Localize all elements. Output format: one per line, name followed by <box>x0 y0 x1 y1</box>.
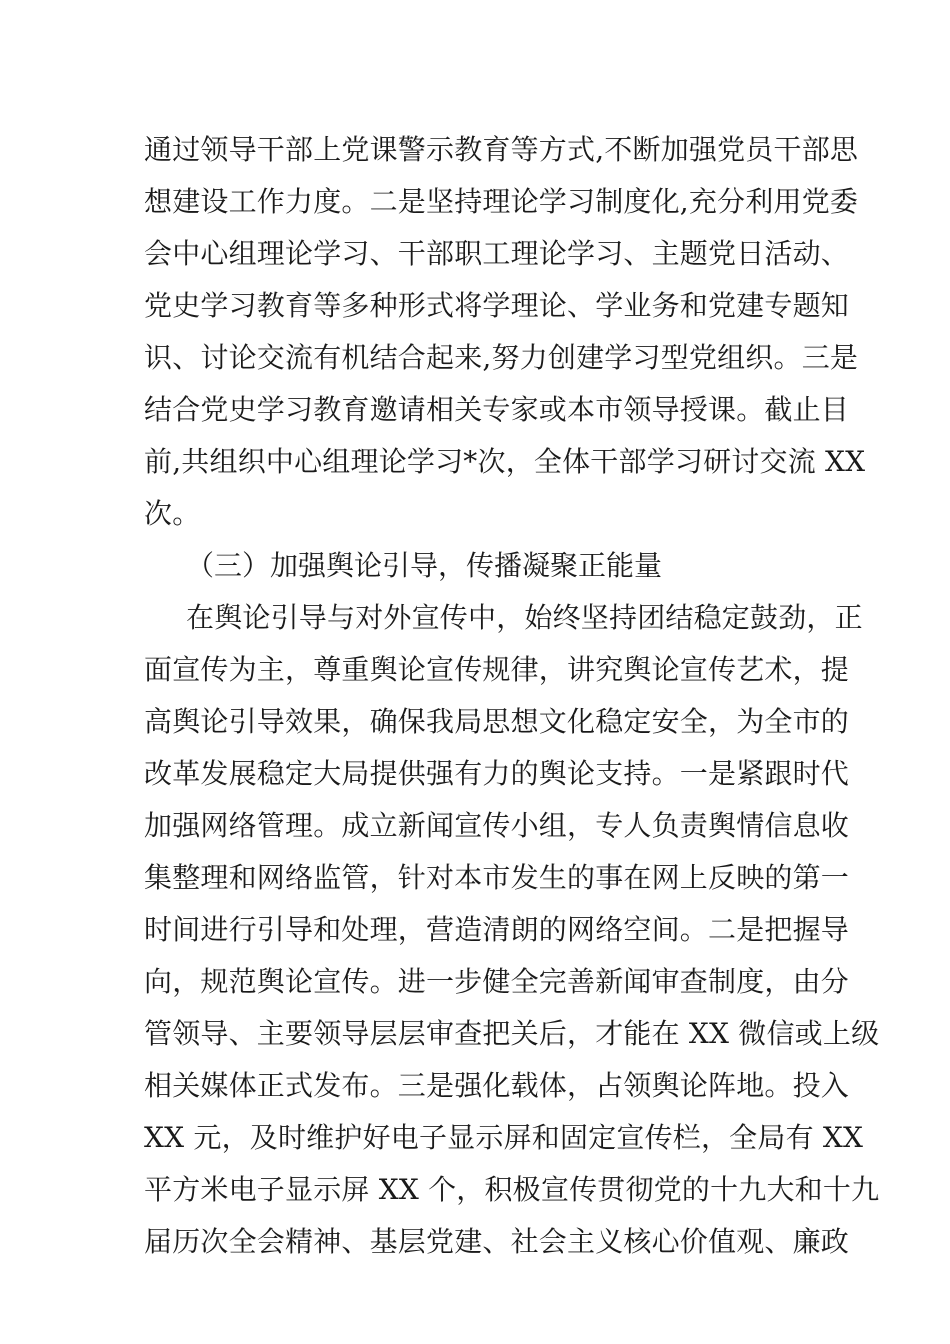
paragraph-1-line: 识、讨论交流有机结合起来,努力创建学习型党组织。三是 <box>144 341 859 374</box>
paragraph-2-line: 相关媒体正式发布。三是强化载体，占领舆论阵地。投入 <box>144 1069 850 1102</box>
paragraph-2-line: 面宣传为主，尊重舆论宣传规律，讲究舆论宣传艺术，提 <box>144 653 850 686</box>
paragraph-2-line: 加强网络管理。成立新闻宣传小组，专人负责舆情信息收 <box>144 809 850 842</box>
paragraph-1-line: 会中心组理论学习、干部职工理论学习、主题党日活动、 <box>144 237 850 270</box>
paragraph-2-line: 集整理和网络监管，针对本市发生的事在网上反映的第一 <box>144 861 850 894</box>
paragraph-2-line: 管领导、主要领导层层审查把关后，才能在 XX 微信或上级 <box>144 1017 880 1050</box>
paragraph-2-line: 向，规范舆论宣传。进一步健全完善新闻审查制度，由分 <box>144 965 850 998</box>
paragraph-1-line: 通过领导干部上党课警示教育等方式,不断加强党员干部思 <box>144 133 859 166</box>
paragraph-2-line: 改革发展稳定大局提供强有力的舆论支持。一是紧跟时代 <box>144 757 850 790</box>
paragraph-1-line: 党史学习教育等多种形式将学理论、学业务和党建专题知 <box>144 289 850 322</box>
paragraph-1-line: 次。 <box>144 497 201 530</box>
paragraph-2-line: XX 元，及时维护好电子显示屏和固定宣传栏，全局有 XX <box>144 1121 864 1154</box>
section-heading: （三）加强舆论引导，传播凝聚正能量 <box>186 549 663 582</box>
paragraph-2-line: 时间进行引导和处理，营造清朗的网络空间。二是把握导 <box>144 913 850 946</box>
paragraph-2-line: 平方米电子显示屏 XX 个，积极宣传贯彻党的十九大和十九 <box>144 1173 880 1206</box>
paragraph-2-line: 在舆论引导与对外宣传中，始终坚持团结稳定鼓劲，正 <box>186 601 863 634</box>
paragraph-1-line: 前,共组织中心组理论学习*次，全体干部学习研讨交流 XX <box>144 445 866 478</box>
paragraph-1-line: 想建设工作力度。二是坚持理论学习制度化,充分利用党委 <box>144 185 859 218</box>
paragraph-2-line: 高舆论引导效果，确保我局思想文化稳定安全，为全市的 <box>144 705 850 738</box>
paragraph-1-line: 结合党史学习教育邀请相关专家或本市领导授课。截止目 <box>144 393 850 426</box>
paragraph-2-line: 届历次全会精神、基层党建、社会主义核心价值观、廉政 <box>144 1225 850 1258</box>
